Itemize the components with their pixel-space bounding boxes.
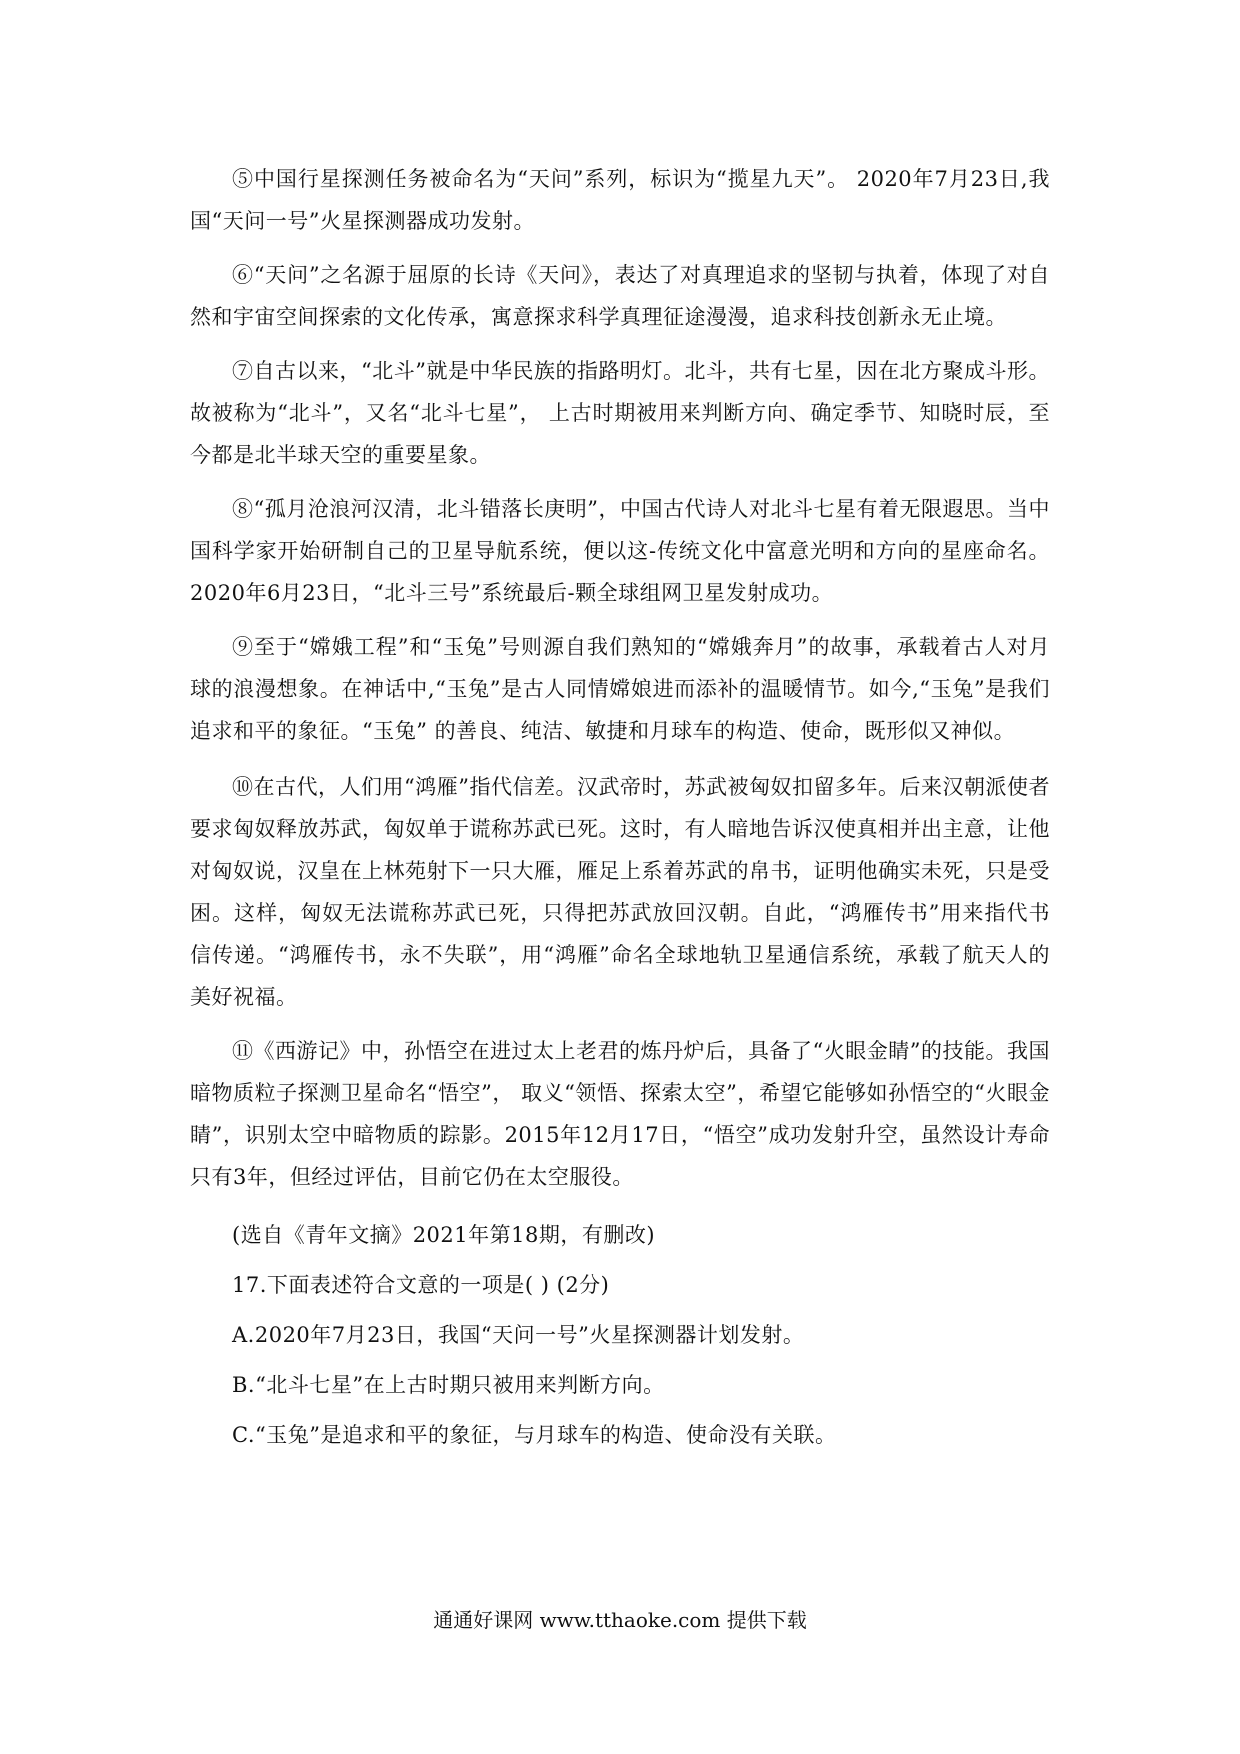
paragraph-7: ⑦自古以来，“北斗”就是中华民族的指路明灯。北斗，共有七星，因在北方聚成斗形。故被称为“北斗”，又名“北斗七星”， 上古时期被用来判断方向、确定季节、知晓时辰，至今都是北半球天空的重要星象。 — [190, 359, 1050, 467]
source-citation: (选自《青年文摘》2021年第18期，有删改) — [232, 1223, 656, 1247]
paragraph-8: ⑧“孤月沧浪河汉清，北斗错落长庚明”，中国古代诗人对北斗七星有着无限遐思。当中国科学家开始研制自己的卫星导航系统，便以这-传统文化中富意光明和方向的星座命名。2020年6月23日，“北斗三号”系统最后-颗全球组网卫星发射成功。 — [190, 497, 1050, 605]
paragraph-6: ⑥“天问”之名源于屈原的长诗《天问》，表达了对真理追求的坚韧与执着，体现了对自然和宇宙空间探索的文化传承，寓意探求科学真理征途漫漫，追求科技创新永无止境。 — [190, 263, 1050, 329]
paragraph-5: ⑤中国行星探测任务被命名为“天问”系列，标识为“揽星九天”。 2020年7月23日,我国“天问一号”火星探测器成功发射。 — [190, 167, 1050, 233]
page-footer: 通通好课网 www.tthaoke.com 提供下载 — [433, 1608, 807, 1632]
paragraph-11: ⑪《西游记》中，孙悟空在进过太上老君的炼丹炉后，具备了“火眼金睛”的技能。我国暗物质粒子探测卫星命名“悟空”， 取义“领悟、探索太空”，希望它能够如孙悟空的“火眼金睛”，识别太空中暗物质的踪影。2015年12月17日，“悟空”成功发射升空，虽然设计寿命只有3年，但经过评估，目前它仍在太空服役。 — [190, 1039, 1050, 1189]
article-body — [190, 158, 1050, 1460]
option-b: B.“北斗七星”在上古时期只被用来判断方向。 — [232, 1373, 665, 1397]
question-stem: 17.下面表述符合文意的一项是( ) (2分) — [232, 1273, 610, 1297]
option-a: A.2020年7月23日，我国“天问一号”火星探测器计划发射。 — [232, 1323, 805, 1347]
paragraph-9: ⑨至于“嫦娥工程”和“玉兔”号则源自我们熟知的“嫦娥奔月”的故事，承载着古人对月球的浪漫想象。在神话中,“玉兔”是古人同情嫦娘进而添补的温暖情节。如今,“玉兔”是我们追求和平的象征。“玉兔” 的善良、纯洁、敏捷和月球车的构造、使命，既形似又神似。 — [190, 635, 1050, 743]
paragraph-10: ⑩在古代，人们用“鸿雁”指代信差。汉武帝时，苏武被匈奴扣留多年。后来汉朝派使者要求匈奴释放苏武，匈奴单于谎称苏武已死。这时，有人暗地告诉汉使真相并出主意，让他对匈奴说，汉皇在上林苑射下一只大雁，雁足上系着苏武的帛书，证明他确实未死，只是受困。这样，匈奴无法谎称苏武已死，只得把苏武放回汉朝。自此，“鸿雁传书”用来指代书信传递。“鸿雁传书，永不失联”，用“鸿雁”命名全球地轨卫星通信系统，承载了航天人的美好祝福。 — [190, 775, 1050, 1009]
option-c: C.“玉兔”是追求和平的象征，与月球车的构造、使命没有关联。 — [232, 1423, 837, 1447]
